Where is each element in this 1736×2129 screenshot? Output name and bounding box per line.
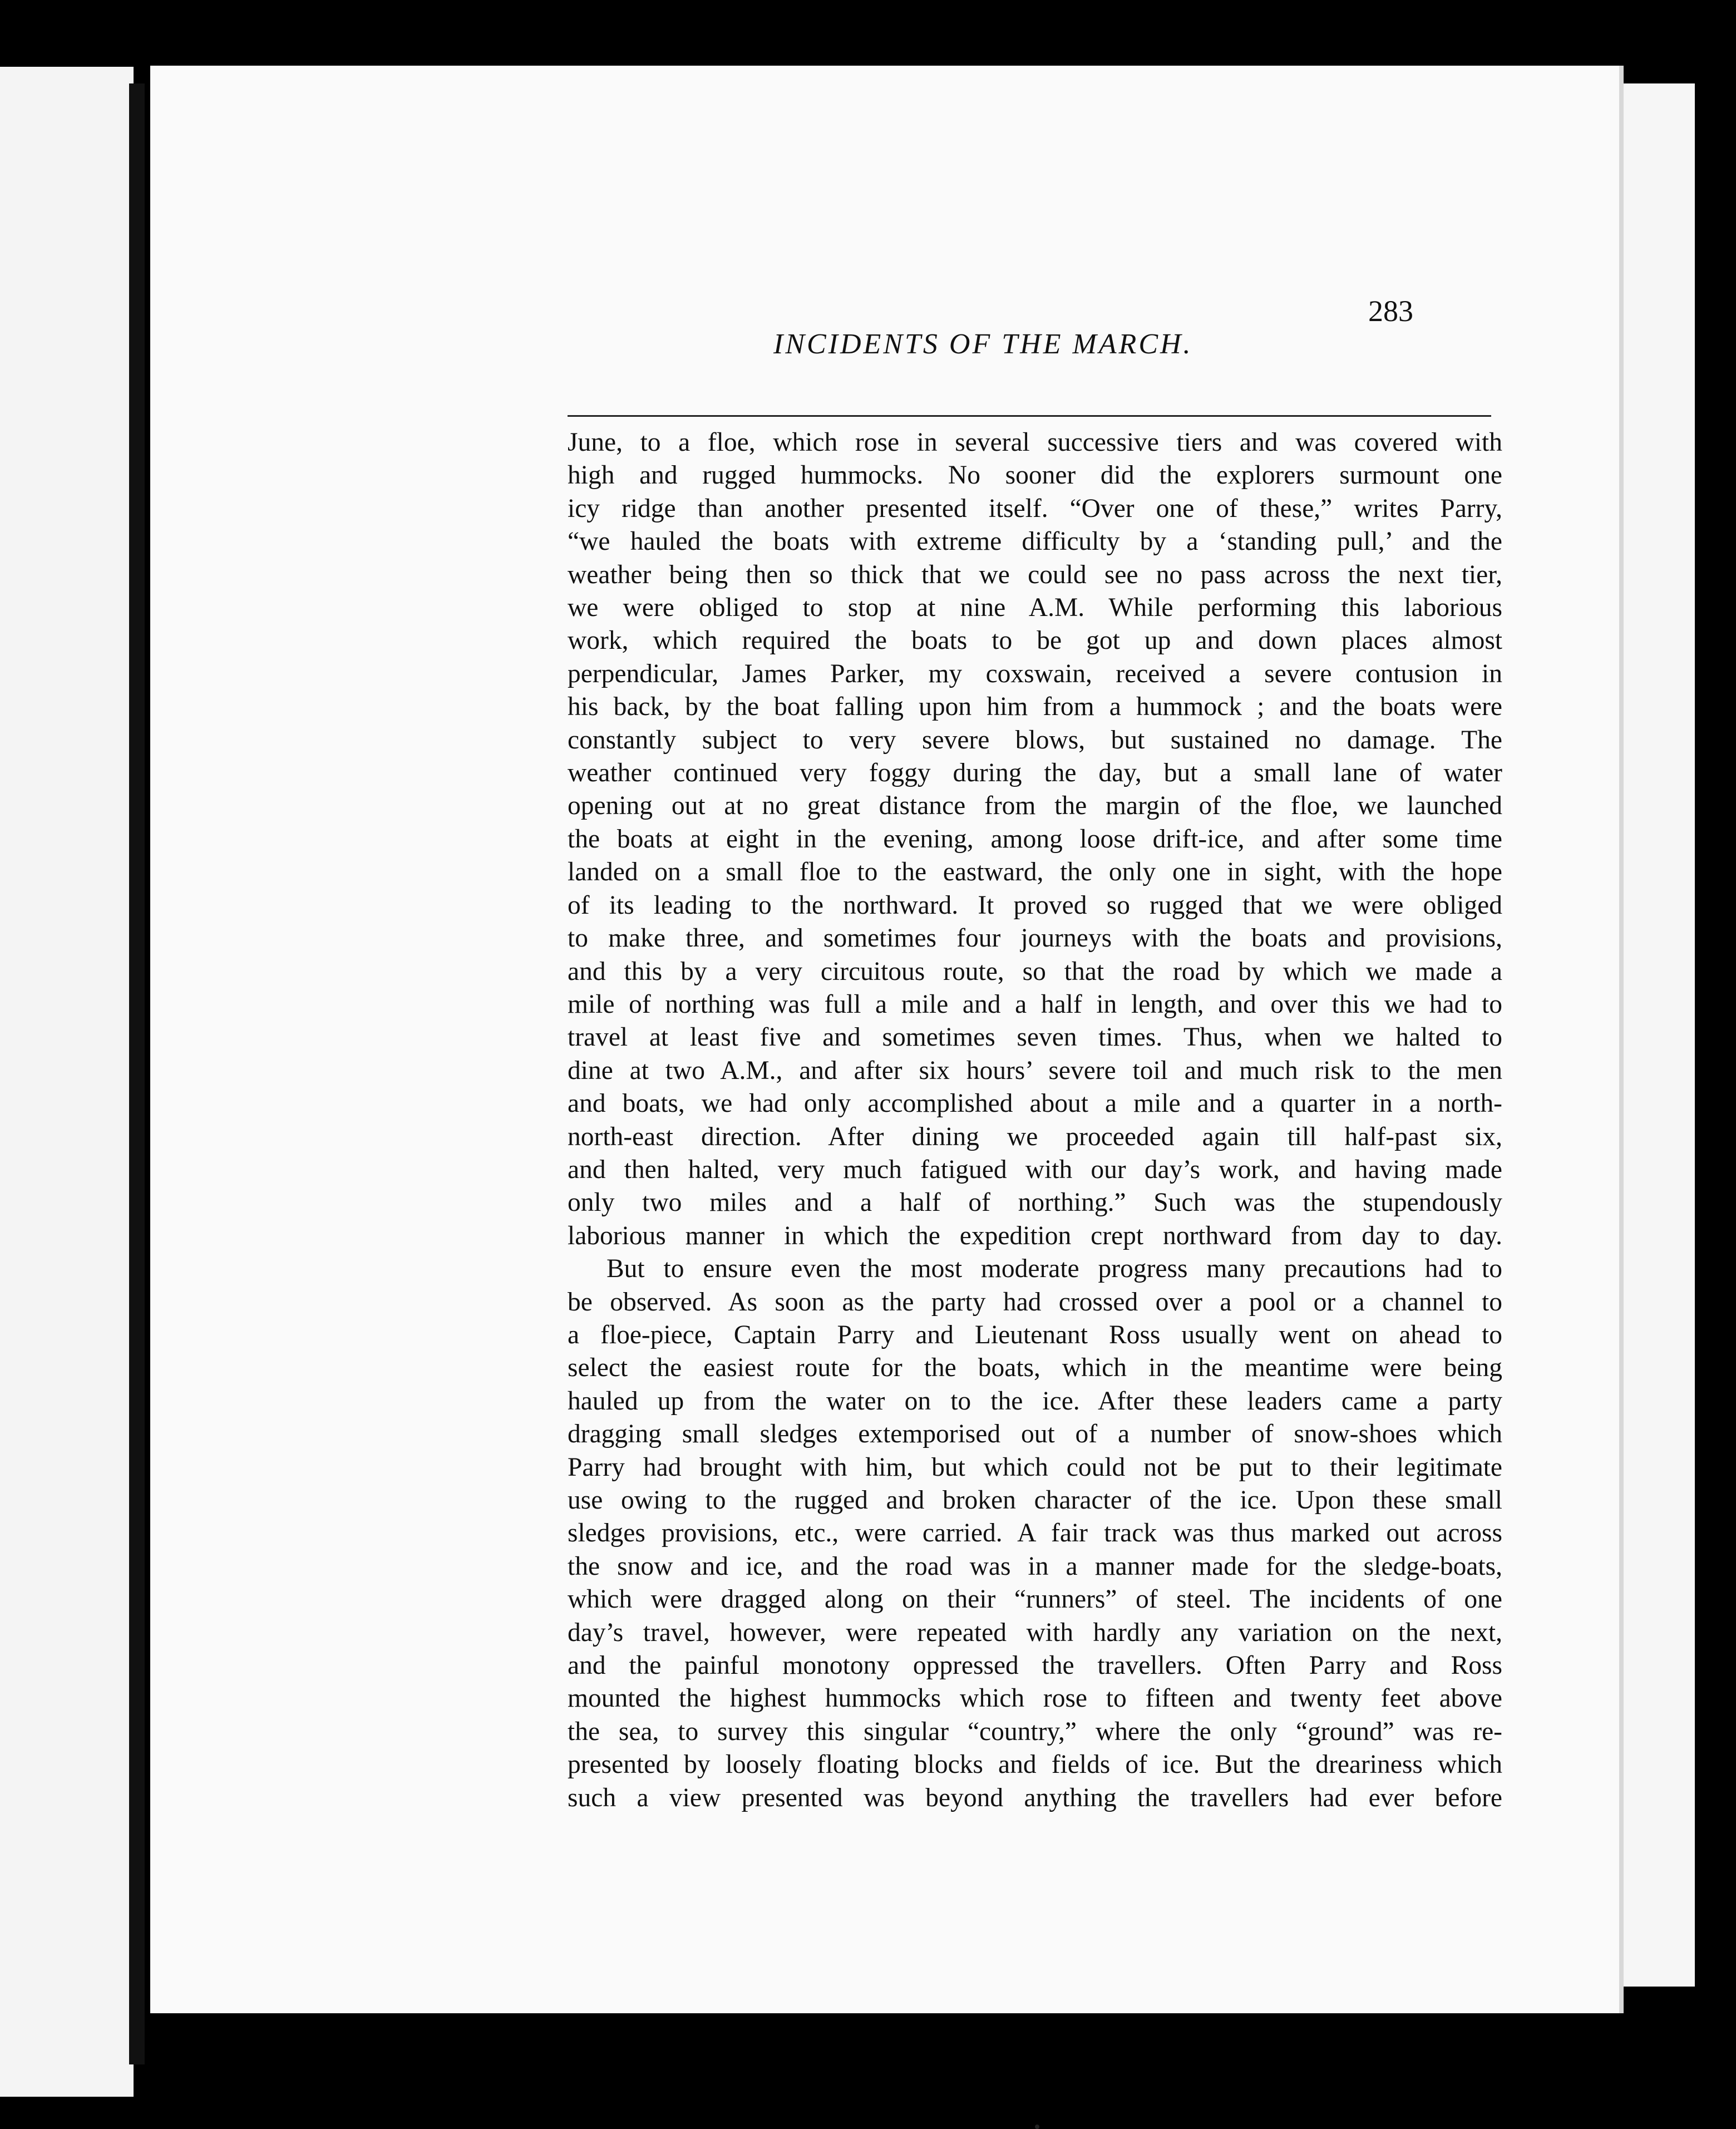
body-text [568,426,1502,1815]
text-line: June, to a floe, which rose in several successive tiers and was covered with [568,428,1502,457]
text-line: and boats, we had only accomplished about a mile and a quarter in a north- [568,1089,1502,1118]
running-head [423,294,1413,361]
text-line: such a view presented was beyond anything the travellers had ever before [568,1783,1502,1812]
text-line: mounted the highest hummocks which rose to fifteen and twenty feet above [568,1684,1502,1713]
text-line: and the painful monotony oppressed the travellers. Often Parry and Ross [568,1651,1502,1680]
header-rule [568,415,1491,417]
text-line: we were obliged to stop at nine A.M. While performing this laborious [568,593,1502,623]
text-line: be observed. As soon as the party had crossed over a pool or a channel to [568,1287,1502,1317]
text-line: the boats at eight in the evening, among loose drift-ice, and after some time [568,824,1502,854]
text-line: hauled up from the water on to the ice. After these leaders came a party [568,1386,1502,1416]
facing-page-edge [0,67,134,2097]
book-binding-gutter [129,83,145,2064]
text-line: sledges provisions, etc., were carried. A fair track was thus marked out across [568,1519,1502,1548]
ink-speck [1035,2125,1039,2129]
text-line: his back, by the boat falling upon him from a hummock ; and the boats were [568,692,1502,722]
text-line: opening out at no great distance from the margin of the floe, we launched [568,791,1502,821]
text-line: weather being then so thick that we could see no pass across the next tier, [568,560,1502,589]
text-line: which were dragged along on their “runners” of steel. The incidents of one [568,1585,1502,1614]
text-line: to make three, and sometimes four journeys with the boats and provisions, [568,924,1502,953]
text-line: constantly subject to very severe blows, but sustained no damage. The [568,725,1502,755]
text-line: the sea, to survey this singular “country,” where the only “ground” was re- [568,1717,1502,1746]
text-line: and this by a very circuitous route, so that the road by which we made a [568,957,1502,986]
text-line: select the easiest route for the boats, which in the meantime were being [568,1353,1502,1383]
text-line: of its leading to the northward. It proved so rugged that we were obliged [568,890,1502,920]
text-line: icy ridge than another presented itself. “Over one of these,” writes Parry, [568,494,1502,523]
text-line: day’s travel, however, were repeated with hardly any variation on the next, [568,1618,1502,1647]
text-line: dine at two A.M., and after six hours’ severe toil and much risk to the men [568,1056,1502,1085]
page-number: 283 [1368,294,1413,328]
text-line: north-east direction. After dining we proceeded again till half-past six, [568,1122,1502,1151]
text-line: landed on a small floe to the eastward, the only one in sight, with the hope [568,857,1502,887]
text-line: travel at least five and sometimes seven times. Thus, when we halted to [568,1023,1502,1052]
text-line: dragging small sledges extemporised out of a number of snow-shoes which [568,1420,1502,1449]
text-line: use owing to the rugged and broken character of the ice. Upon these small [568,1486,1502,1515]
text-line: the snow and ice, and the road was in a manner made for the sledge-boats, [568,1551,1502,1581]
text-line: work, which required the boats to be got up and down places almost [568,626,1502,656]
text-line: laborious manner in which the expedition crept northward from day to day. [568,1221,1502,1250]
text-line: a floe-piece, Captain Parry and Lieutenant Ross usually went on ahead to [568,1320,1502,1349]
text-line: only two miles and a half of northing.” Such was the stupendously [568,1188,1502,1218]
text-line: But to ensure even the most moderate progress many precautions had to [606,1254,1502,1284]
text-line: weather continued very foggy during the day, but a small lane of water [568,758,1502,788]
text-line: “we hauled the boats with extreme difficulty by a ‘standing pull,’ and the [568,527,1502,556]
running-title: INCIDENTS OF THE MARCH. [773,328,1193,360]
text-line: mile of northing was full a mile and a half in length, and over this we had to [568,989,1502,1019]
book-page [150,66,1624,2013]
text-line: Parry had brought with him, but which could not be put to their legitimate [568,1452,1502,1482]
text-line: presented by loosely floating blocks and fields of ice. But the dreariness which [568,1750,1502,1780]
text-line: high and rugged hummocks. No sooner did the explorers surmount one [568,461,1502,490]
text-line: perpendicular, James Parker, my coxswain, received a severe contusion in [568,659,1502,688]
text-line: and then halted, very much fatigued with our day’s work, and having made [568,1155,1502,1184]
